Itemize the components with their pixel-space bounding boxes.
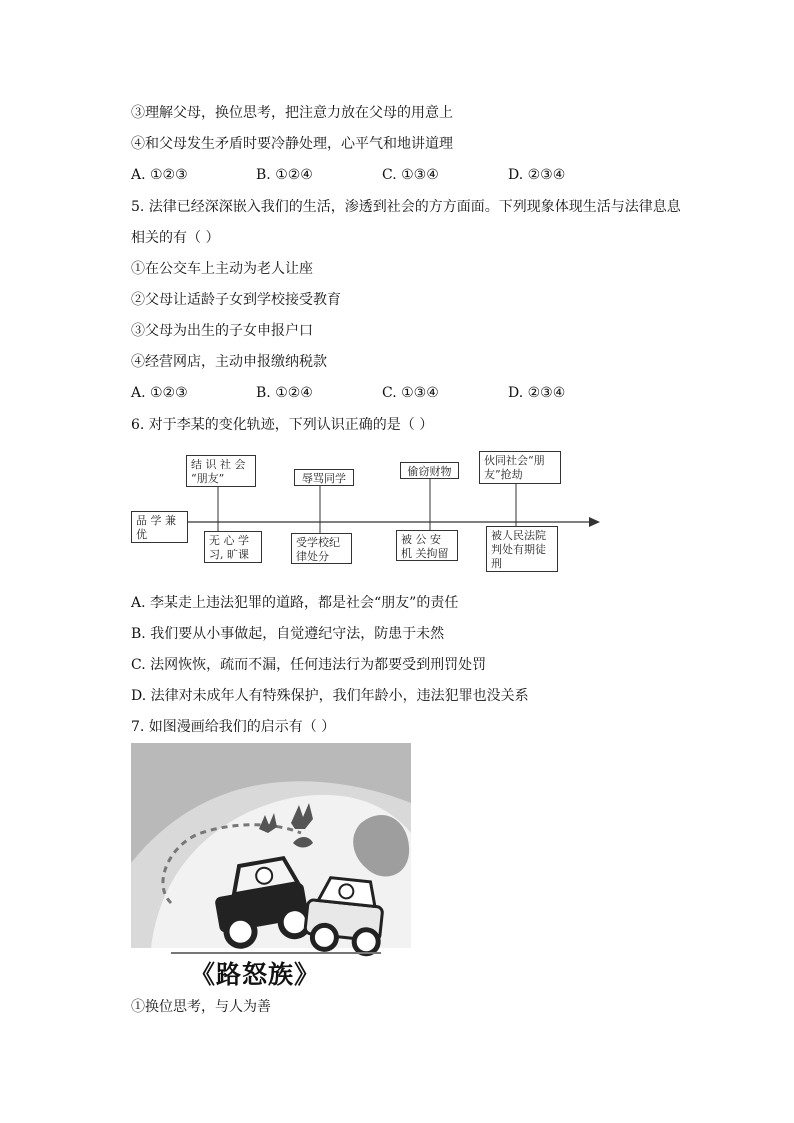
q5-stem-line2: 相关的有（ ）	[131, 230, 220, 246]
q5-item-3: ③父母为出生的子女申报户口	[131, 323, 313, 339]
q5-options	[131, 384, 631, 402]
cartoon-caption: 《路怒族》	[190, 960, 321, 989]
option-d[interactable]: D. ②③④	[508, 385, 566, 401]
option-a[interactable]: A. ①②③	[131, 167, 188, 183]
timeline-event-below-4: 被人民法院判处有期徒刑	[486, 526, 558, 572]
option-c[interactable]: C. ①③④	[382, 385, 439, 401]
q5-item-1: ①在公交车上主动为老人让座	[131, 261, 313, 277]
q5-item-4: ④经营网店，主动申报缴纳税款	[131, 354, 327, 370]
timeline-event-above-4: 伙同社会“朋友”抢劫	[479, 451, 561, 484]
q6-stem: 6. 对于李某的变化轨迹，下列认识正确的是（ ）	[131, 417, 434, 433]
option-c[interactable]: C. ①③④	[382, 167, 439, 183]
q6-option-a[interactable]: A. 李某走上违法犯罪的道路，都是社会“朋友”的责任	[131, 595, 459, 611]
timeline-event-below-1: 无 心 学 习, 旷课	[204, 531, 262, 563]
timeline-arrowhead	[589, 517, 600, 527]
q5-item-2: ②父母让适龄子女到学校接受教育	[131, 292, 341, 308]
option-d[interactable]: D. ②③④	[508, 167, 566, 183]
timeline-event-above-3: 偷窃财物	[400, 462, 459, 479]
item-4: ④和父母发生矛盾时要冷静处理，心平气和地讲道理	[131, 136, 453, 152]
q6-option-c[interactable]: C. 法网恢恢，疏而不漏，任何违法行为都要受到刑罚处罚	[131, 657, 487, 673]
option-b[interactable]: B. ①②④	[256, 385, 313, 401]
q6-option-b[interactable]: B. 我们要从小事做起，自觉遵纪守法，防患于未然	[131, 626, 445, 642]
q5-stem-line1: 5. 法律已经深深嵌入我们的生活，渗透到社会的方方面面。下列现象体现生活与法律息息	[131, 199, 681, 215]
timeline-event-above-2: 辱骂同学	[294, 469, 354, 486]
q7-item-1: ①换位思考，与人为善	[131, 999, 271, 1015]
q4-options	[131, 166, 631, 184]
timeline-event-above-1: 结 识 社 会 “朋友”	[186, 455, 256, 487]
timeline-event-below-2: 受学校纪律处分	[291, 533, 352, 564]
option-b[interactable]: B. ①②④	[256, 167, 313, 183]
item-3: ③理解父母，换位思考，把注意力放在父母的用意上	[131, 105, 453, 121]
timeline-event-below-3: 被 公 安 机 关拘留	[396, 530, 458, 561]
q7-stem: 7. 如图漫画给我们的启示有（ ）	[131, 719, 336, 735]
option-a[interactable]: A. ①②③	[131, 385, 188, 401]
q6-option-d[interactable]: D. 法律对未成年人有特殊保护，我们年龄小，违法犯罪也没关系	[131, 688, 529, 704]
timeline-start-box: 品 学 兼 优	[131, 511, 188, 543]
